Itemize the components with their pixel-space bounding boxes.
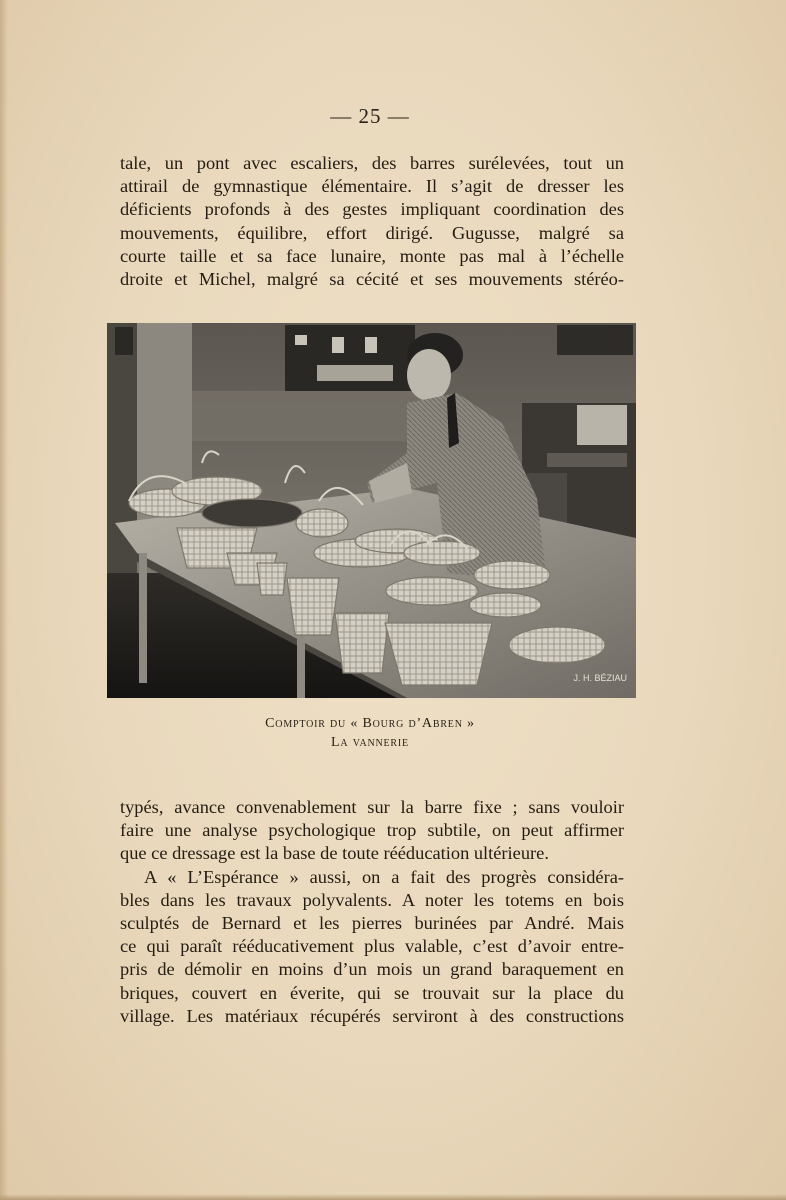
paragraph-bottom xyxy=(120,796,624,1028)
text-line: attirail de gymnastique élémentaire. Il s’agit de dresser les xyxy=(120,176,624,197)
photo-illustration xyxy=(107,323,636,698)
text-line: courte taille et sa face lunaire, monte pas mal à l’échelle xyxy=(120,245,624,266)
text-line: village. Les matériaux récupérés serviront à des constructions xyxy=(120,1005,624,1026)
page-bottom-shadow xyxy=(0,1194,786,1200)
photograph-basketry-workshop xyxy=(107,323,636,698)
text-line: droite et Michel, malgré sa cécité et ses mouvements stéréo- xyxy=(120,269,624,290)
text-line: mouvements, équilibre, effort dirigé. Gugusse, malgré sa xyxy=(120,222,624,243)
text-line: déficients profonds à des gestes impliquant coordination des xyxy=(120,199,624,220)
text-line: tale, un pont avec escaliers, des barres surélevées, tout un xyxy=(120,153,624,173)
text-line: A « L’Espérance » aussi, on a fait des progrès considéra- xyxy=(144,866,624,887)
text-line: que ce dressage est la base de toute rééducation ultérieure. xyxy=(120,843,549,864)
text-line: typés, avance convenablement sur la barre fixe ; sans vouloir xyxy=(120,797,624,817)
figure-caption-subtitle: La vannerie xyxy=(331,735,409,750)
text-line: sculptés de Bernard et les pierres burinées par André. Mais xyxy=(120,913,624,934)
text-line: ce qui paraît rééducativement plus valable, c’est d’avoir entre- xyxy=(120,936,624,957)
photo-credit: J. H. BÉZIAU xyxy=(573,673,627,683)
text-line: bles dans les travaux polyvalents. A noter les totems en bois xyxy=(120,889,624,910)
paragraph-top xyxy=(120,152,624,291)
text-line: faire une analyse psychologique trop subtile, on peut affirmer xyxy=(120,820,624,841)
text-line: briques, couvert en éverite, qui se trouvait sur la place du xyxy=(120,982,624,1003)
text-line: pris de démolir en moins d’un mois un grand baraquement en xyxy=(120,959,624,980)
page-number: — 25 — xyxy=(330,104,410,128)
page-edge-shadow xyxy=(0,0,8,1200)
figure-caption-title: Comptoir du « Bourg d’Abren » xyxy=(265,716,475,731)
